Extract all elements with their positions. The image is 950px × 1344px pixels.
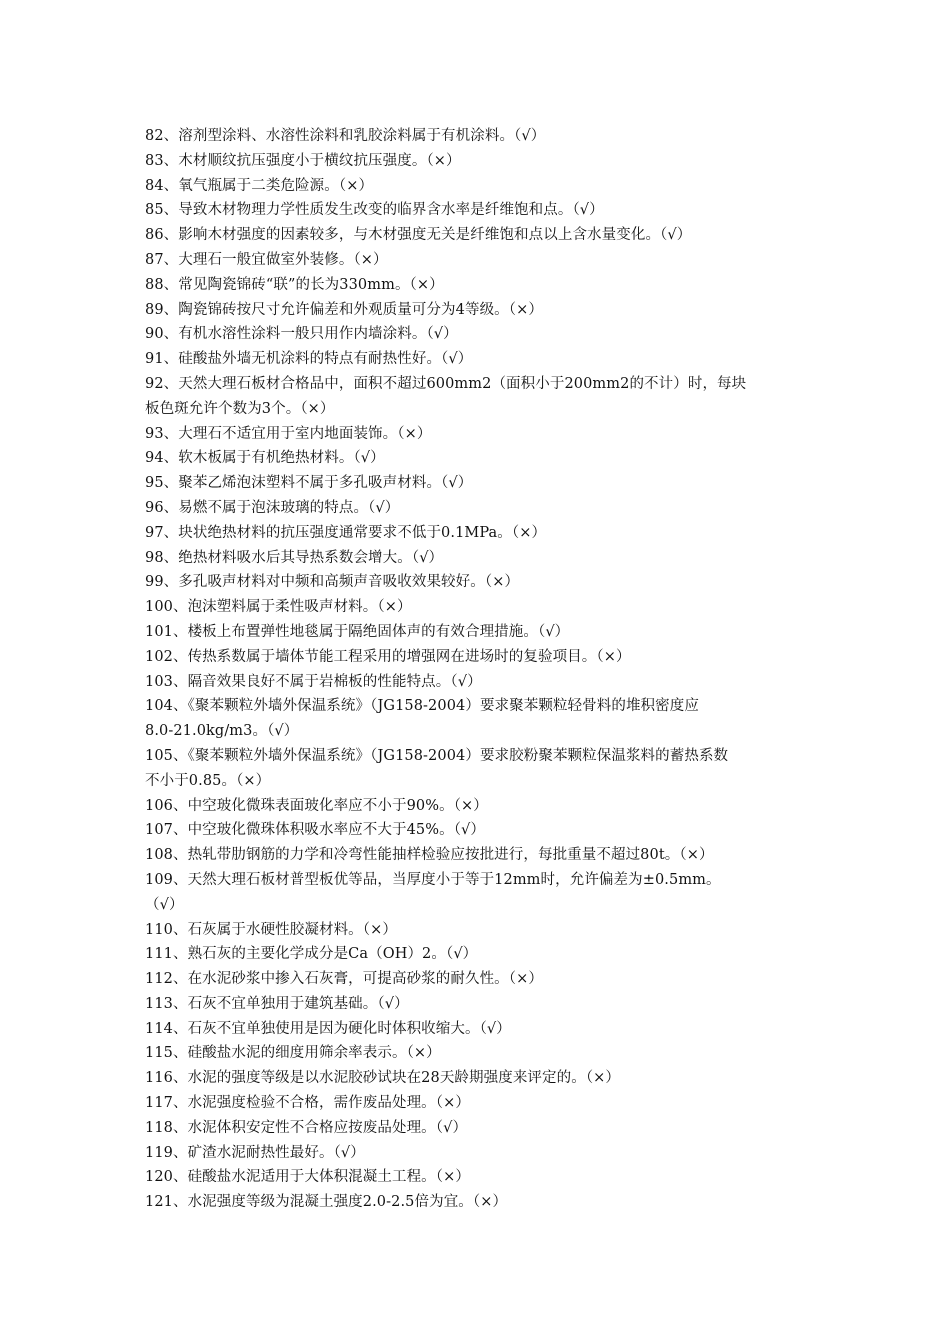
text-line: 110、石灰属于水硬性胶凝材料。（×） [145,921,397,938]
text-line: 86、影响木材强度的因素较多，与木材强度无关是纤维饱和点以上含水量变化。（√） [145,227,692,244]
text-line: 97、块状绝热材料的抗压强度通常要求不低于0.1MPa。（×） [145,524,547,541]
text-line: 106、中空玻化微珠表面玻化率应不小于90%。（×） [145,797,488,814]
text-line: 102、传热系数属于墙体节能工程采用的增强网在进场时的复验项目。（×） [145,648,631,665]
text-line: 115、硅酸盐水泥的细度用筛余率表示。（×） [145,1045,441,1062]
text-line: 96、易燃不属于泡沫玻璃的特点。（√） [145,499,400,516]
text-line: （√） [145,896,184,913]
text-line: 8.0-21.0kg/m3。（√） [145,723,299,740]
text-line: 118、水泥体积安定性不合格应按废品处理。（√） [145,1119,468,1136]
text-line: 111、熟石灰的主要化学成分是Ca（OH）2。（√） [145,946,478,963]
text-line: 117、水泥强度检验不合格，需作废品处理。（×） [145,1095,470,1112]
text-line: 91、硅酸盐外墙无机涂料的特点有耐热性好。（√） [145,351,473,368]
text-line: 95、聚苯乙烯泡沫塑料不属于多孔吸声材料。（√） [145,475,473,492]
text-line: 114、石灰不宜单独使用是因为硬化时体积收缩大。（√） [145,1020,511,1037]
text-line: 109、天然大理石板材普型板优等品，当厚度小于等于12mm时，允许偏差为±0.5mm。 [145,871,721,888]
document-page [145,124,815,1215]
text-line: 104、《聚苯颗粒外墙外保温系统》（JG158-2004）要求聚苯颗粒轻骨料的堆积密度应 [145,698,699,715]
text-line: 85、导致木材物理力学性质发生改变的临界含水率是纤维饱和点。（√） [145,202,604,219]
text-line: 100、泡沫塑料属于柔性吸声材料。（×） [145,599,412,616]
text-line: 不小于0.85。（×） [145,772,271,789]
text-line: 90、有机水溶性涂料一般只用作内墙涂料。（√） [145,326,458,343]
text-line: 105、《聚苯颗粒外墙外保温系统》（JG158-2004）要求胶粉聚苯颗粒保温浆料的蓄热系数 [145,747,729,764]
text-line: 92、天然大理石板材合格品中，面积不超过600mm2（面积小于200mm2的不计）时，每块 [145,375,747,392]
text-line: 93、大理石不适宜用于室内地面装饰。（×） [145,425,432,442]
text-line: 121、水泥强度等级为混凝土强度2.0-2.5倍为宜。（×） [145,1194,508,1211]
text-line: 119、矿渣水泥耐热性最好。（√） [145,1144,365,1161]
text-line: 107、中空玻化微珠体积吸水率应不大于45%。（√） [145,822,485,839]
text-line: 108、热轧带肋钢筋的力学和冷弯性能抽样检验应按批进行，每批重量不超过80t。（×） [145,847,714,864]
text-line: 87、大理石一般宜做室外装修。（×） [145,251,388,268]
text-line: 103、隔音效果良好不属于岩棉板的性能特点。（√） [145,673,482,690]
text-line: 94、软木板属于有机绝热材料。（√） [145,450,385,467]
text-line: 板色斑允许个数为3个。（×） [145,400,335,417]
text-line: 98、绝热材料吸水后其导热系数会增大。（√） [145,549,444,566]
text-line: 116、水泥的强度等级是以水泥胶砂试块在28天龄期强度来评定的。（×） [145,1070,621,1087]
text-line: 101、楼板上布置弹性地毯属于隔绝固体声的有效合理措施。（√） [145,623,570,640]
text-line: 112、在水泥砂浆中掺入石灰膏，可提高砂浆的耐久性。（×） [145,971,543,988]
text-line: 82、溶剂型涂料、水溶性涂料和乳胶涂料属于有机涂料。（√） [145,128,546,144]
text-line: 88、常见陶瓷锦砖“联”的长为330mm。（×） [145,276,444,293]
text-line: 113、石灰不宜单独用于建筑基础。（√） [145,995,409,1012]
text-line: 120、硅酸盐水泥适用于大体积混凝土工程。（×） [145,1169,470,1186]
text-line: 83、木材顺纹抗压强度小于横纹抗压强度。（×） [145,152,461,169]
text-line: 84、氧气瓶属于二类危险源。（×） [145,177,374,194]
text-line: 89、陶瓷锦砖按尺寸允许偏差和外观质量可分为4等级。（×） [145,301,543,318]
text-line: 99、多孔吸声材料对中频和高频声音吸收效果较好。（×） [145,574,520,591]
